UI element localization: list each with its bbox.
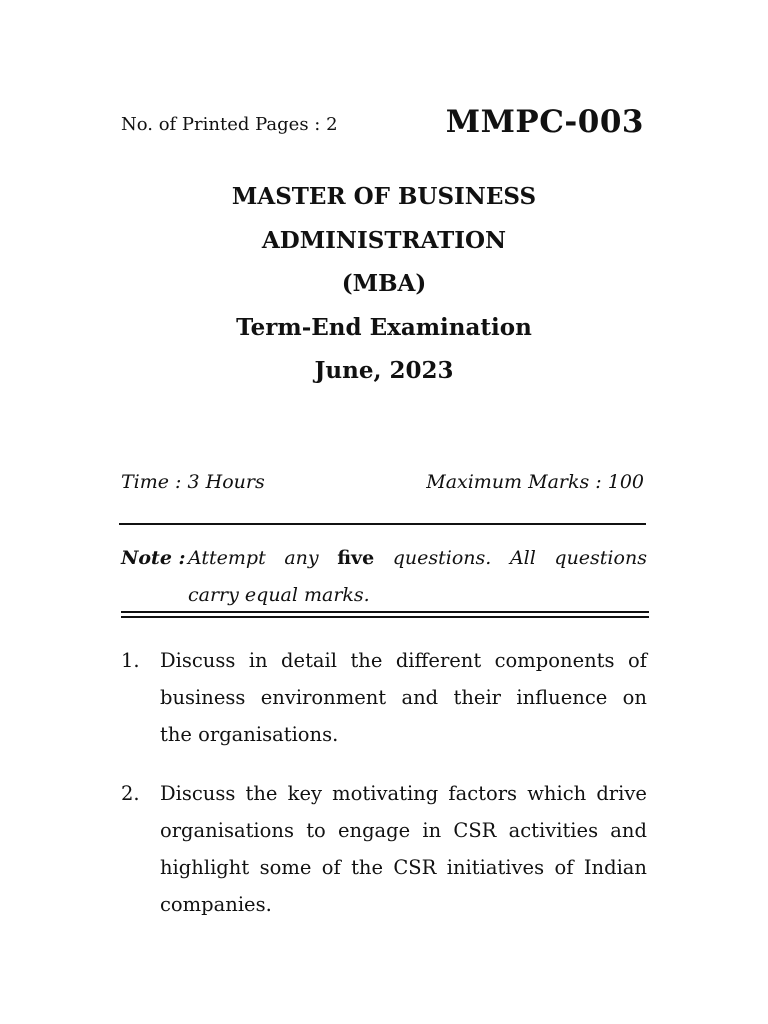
word: engage [337, 819, 411, 842]
programme-title-line-2: ADMINISTRATION [261, 226, 507, 254]
question-text [160, 642, 647, 753]
word: highlight [160, 856, 250, 879]
word: the organisations. [160, 723, 339, 746]
word: different [395, 649, 482, 672]
divider-line [119, 523, 646, 525]
note-word: Attempt [188, 547, 266, 569]
note-line-1 [188, 540, 647, 577]
word: of [627, 649, 647, 672]
exam-duration: Time : 3 Hours [121, 471, 265, 493]
printed-pages-count: No. of Printed Pages : 2 [121, 114, 338, 135]
word: some [259, 856, 312, 879]
word: motivating [332, 782, 439, 805]
note-text [188, 540, 647, 614]
word: of [321, 856, 341, 879]
paper-code: MMPC-003 [445, 104, 644, 140]
exam-title-block [0, 179, 768, 397]
word: influence [516, 686, 608, 709]
word: detail [281, 649, 338, 672]
exam-session: June, 2023 [314, 357, 454, 384]
note-word: All [509, 547, 536, 569]
question-line [160, 679, 647, 716]
question-line [160, 642, 647, 679]
word: which [527, 782, 587, 805]
word: key [287, 782, 322, 805]
word: and [610, 819, 647, 842]
maximum-marks: Maximum Marks : 100 [426, 471, 644, 493]
question-line [160, 886, 647, 923]
question-number: 2. [121, 782, 140, 805]
question-number: 1. [121, 649, 140, 672]
word: the [350, 649, 383, 672]
word: business [160, 686, 246, 709]
word: Discuss [160, 782, 236, 805]
note-word: questions [554, 547, 647, 569]
note-label: Note : [121, 547, 186, 569]
question-text [160, 775, 647, 923]
word: initiatives [446, 856, 545, 879]
word: components [494, 649, 615, 672]
question-line [160, 812, 647, 849]
word: in [422, 819, 442, 842]
question-line [160, 716, 647, 753]
exam-type: Term-End Examination [236, 313, 532, 341]
word: factors [448, 782, 518, 805]
word: and [401, 686, 439, 709]
note-word: any [284, 547, 319, 569]
word: on [622, 686, 647, 709]
word: Discuss [160, 649, 236, 672]
double-divider-top [121, 611, 649, 613]
programme-title-line-1: MASTER OF BUSINESS [231, 183, 537, 210]
note-line-2: carry equal marks. [188, 584, 370, 606]
word: companies. [160, 893, 272, 916]
word: their [453, 686, 502, 709]
word: in [248, 649, 268, 672]
word: Indian [583, 856, 647, 879]
word: the [351, 856, 384, 879]
word: to [306, 819, 326, 842]
word: activities [508, 819, 599, 842]
programme-abbreviation: (MBA) [341, 270, 427, 297]
word: drive [596, 782, 647, 805]
word: environment [260, 686, 387, 709]
word: CSR [453, 819, 497, 842]
word: organisations [160, 819, 294, 842]
double-divider-bottom [121, 616, 649, 618]
note-word: questions. [392, 547, 492, 569]
word: of [554, 856, 574, 879]
word: CSR [393, 856, 437, 879]
question-line [160, 775, 647, 812]
word: the [245, 782, 278, 805]
question-line [160, 849, 647, 886]
note-word-emphasis: five [337, 547, 375, 569]
